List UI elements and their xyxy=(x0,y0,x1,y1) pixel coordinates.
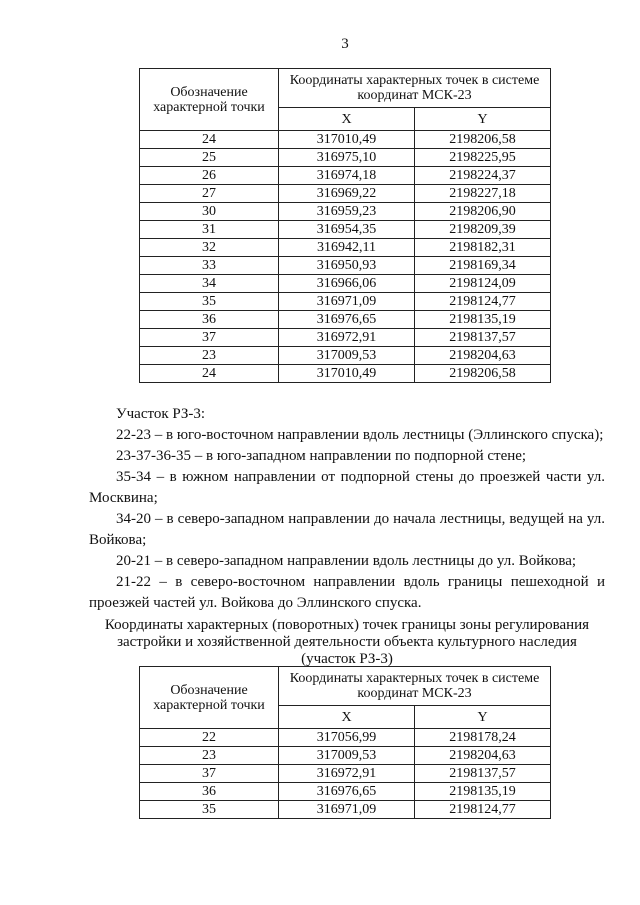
x-cell: 316974,18 xyxy=(279,167,415,185)
table-row xyxy=(140,167,551,185)
table-row xyxy=(140,347,551,365)
x-cell: 316976,65 xyxy=(279,783,415,801)
point-cell: 25 xyxy=(140,149,279,167)
table-row xyxy=(140,257,551,275)
x-cell: 316976,65 xyxy=(279,311,415,329)
table-row xyxy=(140,203,551,221)
point-cell: 37 xyxy=(140,329,279,347)
x-cell: 316975,10 xyxy=(279,149,415,167)
y-cell: 2198206,90 xyxy=(415,203,551,221)
y-cell: 2198204,63 xyxy=(415,347,551,365)
y-cell: 2198206,58 xyxy=(415,365,551,383)
point-cell: 24 xyxy=(140,365,279,383)
x-column-header: X xyxy=(279,706,415,729)
table-row xyxy=(140,239,551,257)
point-cell: 24 xyxy=(140,131,279,149)
table-row xyxy=(140,221,551,239)
table-row xyxy=(140,729,551,747)
table-row xyxy=(140,765,551,783)
table-row xyxy=(140,783,551,801)
y-column-header: Y xyxy=(415,706,551,729)
y-cell: 2198137,57 xyxy=(415,329,551,347)
y-cell: 2198224,37 xyxy=(415,167,551,185)
table-row xyxy=(140,801,551,819)
boundary-paragraph: 20-21 – в северо-западном направлении вдоль лестницы до ул. Войкова; xyxy=(116,553,577,569)
x-column-header: X xyxy=(279,108,415,131)
x-cell: 316954,35 xyxy=(279,221,415,239)
x-cell: 316950,93 xyxy=(279,257,415,275)
y-cell: 2198227,18 xyxy=(415,185,551,203)
x-cell: 316971,09 xyxy=(279,801,415,819)
y-cell: 2198137,57 xyxy=(415,765,551,783)
table-row xyxy=(140,311,551,329)
boundary-paragraph: 23-37-36-35 – в юго-западном направлении по подпорной стене; xyxy=(116,448,527,464)
page-number: 3 xyxy=(341,36,349,52)
table-row xyxy=(140,365,551,383)
point-cell: 23 xyxy=(140,747,279,765)
table-row xyxy=(140,185,551,203)
point-cell: 32 xyxy=(140,239,279,257)
y-cell: 2198135,19 xyxy=(415,311,551,329)
section-title: Участок РЗ-3: xyxy=(116,406,206,422)
table-row xyxy=(140,329,551,347)
section-text xyxy=(89,404,605,614)
table-2-heading: Координаты характерных (поворотных) точек границы зоны регулирования застройки и хозяйственной деятельности объекта культурного наследия (участок РЗ-3) xyxy=(104,617,590,667)
boundary-paragraph: 22-23 – в юго-восточном направлении вдоль лестницы (Эллинского спуска); xyxy=(116,427,604,443)
boundary-paragraph: 21-22 – в северо-восточном направлении вдоль границы пешеходной и проезжей частей ул. Войкова до Эллинского спуска. xyxy=(89,574,605,611)
table-row xyxy=(140,747,551,765)
x-cell: 316972,91 xyxy=(279,765,415,783)
x-cell: 317009,53 xyxy=(279,747,415,765)
boundary-paragraph: 35-34 – в южном направлении от подпорной стены до проезжей части ул. Москвина; xyxy=(89,469,605,506)
y-cell: 2198124,77 xyxy=(415,293,551,311)
x-cell: 316942,11 xyxy=(279,239,415,257)
point-cell: 30 xyxy=(140,203,279,221)
point-column-header: Обозначение характерной точки xyxy=(140,69,279,131)
x-cell: 317009,53 xyxy=(279,347,415,365)
point-cell: 35 xyxy=(140,293,279,311)
point-cell: 33 xyxy=(140,257,279,275)
point-cell: 37 xyxy=(140,765,279,783)
y-cell: 2198178,24 xyxy=(415,729,551,747)
x-cell: 316969,22 xyxy=(279,185,415,203)
point-cell: 27 xyxy=(140,185,279,203)
y-cell: 2198204,63 xyxy=(415,747,551,765)
y-cell: 2198124,77 xyxy=(415,801,551,819)
y-column-header: Y xyxy=(415,108,551,131)
y-cell: 2198124,09 xyxy=(415,275,551,293)
x-cell: 317010,49 xyxy=(279,131,415,149)
table-row xyxy=(140,131,551,149)
x-cell: 316971,09 xyxy=(279,293,415,311)
table-row xyxy=(140,293,551,311)
point-cell: 36 xyxy=(140,783,279,801)
table-row xyxy=(140,149,551,167)
system-column-header: Координаты характерных точек в системе координат МСК-23 xyxy=(279,667,551,706)
point-cell: 34 xyxy=(140,275,279,293)
y-cell: 2198182,31 xyxy=(415,239,551,257)
y-cell: 2198135,19 xyxy=(415,783,551,801)
point-cell: 35 xyxy=(140,801,279,819)
coordinates-table-1 xyxy=(139,68,551,383)
x-cell: 317010,49 xyxy=(279,365,415,383)
y-cell: 2198209,39 xyxy=(415,221,551,239)
y-cell: 2198225,95 xyxy=(415,149,551,167)
point-cell: 31 xyxy=(140,221,279,239)
system-column-header: Координаты характерных точек в системе координат МСК-23 xyxy=(279,69,551,108)
x-cell: 316972,91 xyxy=(279,329,415,347)
x-cell: 317056,99 xyxy=(279,729,415,747)
boundary-paragraph: 34-20 – в северо-западном направлении до начала лестницы, ведущей на ул. Войкова; xyxy=(89,511,605,548)
point-cell: 36 xyxy=(140,311,279,329)
y-cell: 2198206,58 xyxy=(415,131,551,149)
point-cell: 26 xyxy=(140,167,279,185)
coordinates-table-2 xyxy=(139,666,551,819)
y-cell: 2198169,34 xyxy=(415,257,551,275)
point-cell: 23 xyxy=(140,347,279,365)
x-cell: 316966,06 xyxy=(279,275,415,293)
point-column-header: Обозначение характерной точки xyxy=(140,667,279,729)
table-row xyxy=(140,275,551,293)
x-cell: 316959,23 xyxy=(279,203,415,221)
point-cell: 22 xyxy=(140,729,279,747)
